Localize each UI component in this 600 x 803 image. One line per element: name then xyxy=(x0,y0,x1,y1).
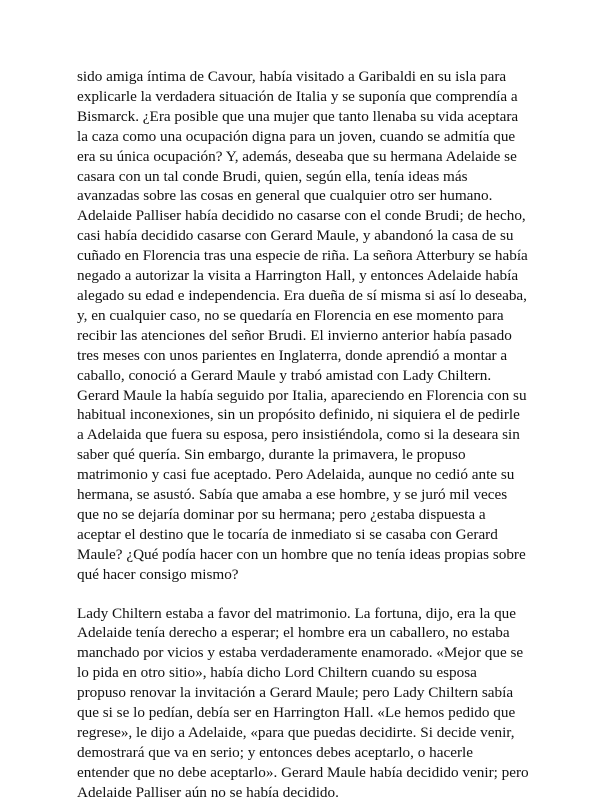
document-page xyxy=(77,67,529,803)
body-paragraph-2: Lady Chiltern estaba a favor del matrimonio. La fortuna, dijo, era la que Adelaide tenía derecho a esperar; el hombre era un caballero, no estaba manchado por vicios y estaba verdaderamente enamorado. «Mejor que se lo pida en otro sitio», había dicho Lord Chiltern cuando su esposa propuso renovar la invitación a Gerard Maule; pero Lady Chiltern sabía que si se lo pedían, debía ser en Harrington Hall. «Le hemos pedido que regrese», le dijo a Adelaide, «para que puedas decidirte. Si decide venir, demostrará que va en serio; y entonces debes aceptarlo, o hacerle entender que no debe aceptarlo». Gerard Maule había decidido venir; pero Adelaide Palliser aún no se había decidido. xyxy=(77,604,529,801)
body-paragraph-1: sido amiga íntima de Cavour, había visitado a Garibaldi en su isla para explicarle la verdadera situación de Italia y se suponía que comprendía a Bismarck. ¿Era posible que una mujer que tanto llenaba su vida aceptara la caza como una ocupación digna para un joven, cuando se admitía que era su única ocupación? Y, además, deseaba que su hermana Adelaide se casara con un tal conde Brudi, quien, según ella, tenía ideas más avanzadas sobre las cosas en general que cualquier otro ser humano. Adelaide Palliser había decidido no casarse con el conde Brudi; de hecho, casi había decidido casarse con Gerard Maule, y abandonó la casa de su cuñado en Florencia tras una especie de riña. La señora Atterbury se había negado a autorizar la visita a Harrington Hall, y entonces Adelaide había alegado su edad e independencia. Era dueña de sí misma si así lo deseaba, y, en cualquier caso, no se quedaría en Florencia en ese momento para recibir las atenciones del señor Brudi. El invierno anterior había pasado tres meses con unos parientes en Inglaterra, donde aprendió a montar a caballo, conoció a Gerard Maule y trabó amistad con Lady Chiltern. Gerard Maule la había seguido por Italia, apareciendo en Florencia con su habitual inconexiones, sin un propósito definido, ni siquiera el de pedirle a Adelaida que fuera su esposa, pero insistiéndola, como si la deseara sin saber qué quería. Sin embargo, durante la primavera, le propuso matrimonio y casi fue aceptado. Pero Adelaida, aunque no cedió ante su hermana, se asustó. Sabía que amaba a ese hombre, y se juró mil veces que no se dejaría dominar por su hermana; pero ¿estaba dispuesta a aceptar el destino que le tocaría de inmediato si se casaba con Gerard Maule? ¿Qué podía hacer con un hombre que no tenía ideas propias sobre qué hacer consigo mismo? xyxy=(77,68,528,583)
